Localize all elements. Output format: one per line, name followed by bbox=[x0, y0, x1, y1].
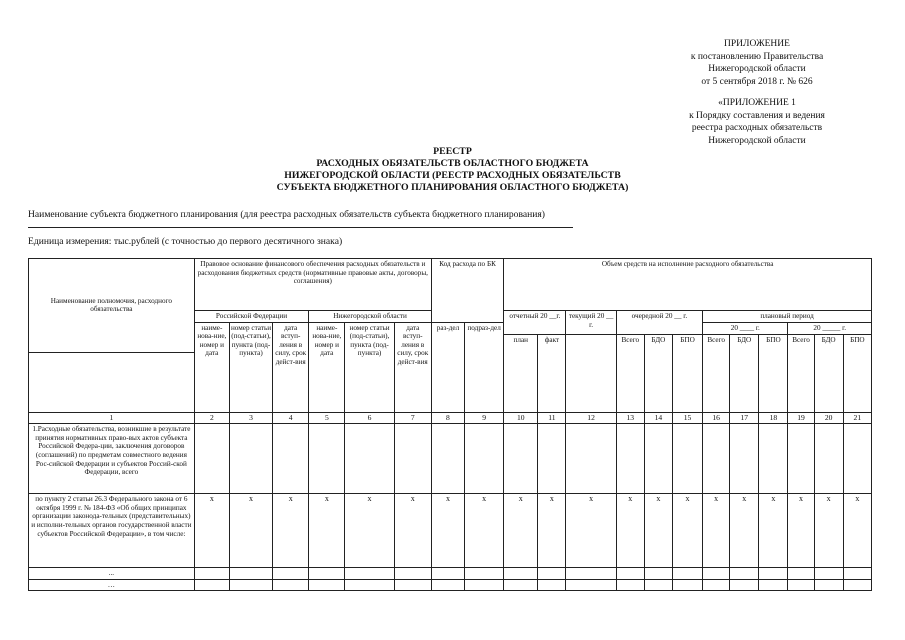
col-num: 1 bbox=[29, 412, 195, 424]
col-num: 13 bbox=[616, 412, 644, 424]
row-dots: … bbox=[29, 579, 195, 591]
next-bpo-header: БПО bbox=[672, 334, 702, 412]
p2-total-header: Всего bbox=[788, 334, 814, 412]
x-cell: х bbox=[703, 494, 730, 568]
title-line: РЕЕСТР bbox=[433, 146, 472, 157]
current-sub-header bbox=[566, 334, 616, 412]
name-header-spacer bbox=[29, 352, 195, 412]
appendix-line: Нижегородской области bbox=[708, 135, 806, 146]
x-cell: х bbox=[431, 494, 464, 568]
x-cell: х bbox=[814, 494, 843, 568]
col-num: 4 bbox=[273, 412, 309, 424]
rf-date-header: дата вступ-ления в силу, срок дейст-вия bbox=[273, 322, 309, 412]
row-dots: ... bbox=[29, 568, 195, 580]
col-num: 18 bbox=[759, 412, 788, 424]
x-cell: х bbox=[759, 494, 788, 568]
appendix-line: ПРИЛОЖЕНИЕ bbox=[724, 39, 790, 49]
table-cell bbox=[229, 424, 272, 494]
name-header: Наименование полномочия, расходного обязательства bbox=[29, 259, 195, 353]
table-cell bbox=[814, 424, 843, 494]
next-header: очередной 20 __ г. bbox=[616, 311, 702, 335]
title-line: СУБЪЕКТА БЮДЖЕТНОГО ПЛАНИРОВАНИЯ ОБЛАСТНОГО БЮДЖЕТА) bbox=[276, 182, 629, 193]
x-cell: х bbox=[538, 494, 566, 568]
table-cell bbox=[672, 424, 702, 494]
col-num: 17 bbox=[730, 412, 759, 424]
x-cell: х bbox=[788, 494, 814, 568]
x-cell: х bbox=[644, 494, 672, 568]
col-num: 14 bbox=[644, 412, 672, 424]
appendix-line: от 5 сентября 2018 г. № 626 bbox=[701, 76, 813, 87]
row-obligation-total: 1.Расходные обязательства, возникшие в результате принятия нормативных право-вых актов субъекта Российской Федера-ции, заключения договоров (соглашений) по предметам совместного ведения Рос-сийской Федерации и субъектов Россий-ской Федерации, всего bbox=[29, 424, 195, 494]
col-num: 7 bbox=[394, 412, 431, 424]
rf-naim-header: наиме-нова-ние, номер и дата bbox=[194, 322, 229, 412]
table-cell bbox=[843, 424, 871, 494]
x-cell: х bbox=[309, 494, 345, 568]
x-cell: х bbox=[273, 494, 309, 568]
table-cell bbox=[273, 424, 309, 494]
x-cell: х bbox=[465, 494, 504, 568]
table-cell bbox=[616, 424, 644, 494]
p1-bdo-header: БДО bbox=[730, 334, 759, 412]
next-bdo-header: БДО bbox=[644, 334, 672, 412]
table-cell bbox=[345, 424, 394, 494]
table-cell bbox=[644, 424, 672, 494]
plan-year2-header: 20 _____ г. bbox=[788, 322, 872, 334]
appendix-line: к Порядку составления и ведения bbox=[689, 110, 825, 121]
col-num: 9 bbox=[465, 412, 504, 424]
reporting-header: отчетный 20 __г. bbox=[504, 311, 566, 335]
fact-header: факт bbox=[538, 334, 566, 412]
table-cell bbox=[538, 424, 566, 494]
col-num: 6 bbox=[345, 412, 394, 424]
appendix-block bbox=[657, 38, 857, 147]
col-num: 12 bbox=[566, 412, 616, 424]
table-cell bbox=[759, 424, 788, 494]
appendix-line: Нижегородской области bbox=[708, 64, 806, 74]
table-cell bbox=[309, 424, 345, 494]
x-cell: х bbox=[194, 494, 229, 568]
x-cell: х bbox=[672, 494, 702, 568]
col-num: 15 bbox=[672, 412, 702, 424]
rf-header: Российской Федерации bbox=[194, 311, 309, 323]
rf-article-header: номер статьи (под-статьи), пункта (под-пункта) bbox=[229, 322, 272, 412]
x-cell: х bbox=[504, 494, 538, 568]
col-num: 21 bbox=[843, 412, 871, 424]
table-cell bbox=[394, 424, 431, 494]
col-num: 2 bbox=[194, 412, 229, 424]
x-cell: х bbox=[345, 494, 394, 568]
plan-year1-header: 20 ____ г. bbox=[703, 322, 788, 334]
unit-label: Единица измерения: тыс.рублей (с точностью до первого десятичного знака) bbox=[28, 236, 343, 247]
x-cell: х bbox=[843, 494, 871, 568]
col-num: 19 bbox=[788, 412, 814, 424]
x-cell: х bbox=[616, 494, 644, 568]
table-cell bbox=[431, 424, 464, 494]
appendix-line: реестра расходных обязательств bbox=[691, 123, 823, 133]
appendix-line: «ПРИЛОЖЕНИЕ 1 bbox=[718, 98, 796, 108]
table-cell bbox=[566, 424, 616, 494]
row-obligation-184fz: по пункту 2 статьи 26.3 Федерального закона от 6 октября 1999 г. № 184-ФЗ «Об общих принципах организации законода-тельных (представительных) и исполни-тельных органов государственной власти субъектов Российской Федерации», в том числе: bbox=[29, 494, 195, 568]
col-num: 5 bbox=[309, 412, 345, 424]
x-cell: х bbox=[566, 494, 616, 568]
legal-basis-header: Правовое основание финансового обеспечения расходных обязательств и расходования бюджетных средств (нормативные правовые акты, договоры, соглашения) bbox=[194, 259, 431, 311]
table-cell bbox=[703, 424, 730, 494]
table-cell bbox=[465, 424, 504, 494]
appendix-line: к постановлению Правительства bbox=[690, 51, 824, 62]
table-cell bbox=[788, 424, 814, 494]
title-line: РАСХОДНЫХ ОБЯЗАТЕЛЬСТВ ОБЛАСТНОГО БЮДЖЕТА bbox=[316, 158, 589, 169]
nn-date-header: дата вступ-ления в силу, срок дейст-вия bbox=[394, 322, 431, 412]
col-num: 20 bbox=[814, 412, 843, 424]
code-header: Код расхода по БК bbox=[431, 259, 503, 323]
col-num: 11 bbox=[538, 412, 566, 424]
table-cell bbox=[194, 424, 229, 494]
x-cell: х bbox=[730, 494, 759, 568]
nn-naim-header: наиме-нова-ние, номер и дата bbox=[309, 322, 345, 412]
p1-bpo-header: БПО bbox=[759, 334, 788, 412]
plan-header: план bbox=[504, 334, 538, 412]
x-cell: х bbox=[229, 494, 272, 568]
col-num: 10 bbox=[504, 412, 538, 424]
document-title bbox=[0, 146, 905, 194]
nn-header: Нижегородской области bbox=[309, 311, 432, 323]
nn-article-header: номер статьи (под-статьи), пункта (под-пункта) bbox=[345, 322, 394, 412]
col-num: 3 bbox=[229, 412, 272, 424]
table-cell bbox=[504, 424, 538, 494]
col-num: 8 bbox=[431, 412, 464, 424]
col-num: 16 bbox=[703, 412, 730, 424]
p2-bdo-header: БДО bbox=[814, 334, 843, 412]
subject-label: Наименование субъекта бюджетного планирования (для реестра расходных обязательств субъекта бюджетного планирования) bbox=[28, 209, 573, 228]
title-line: НИЖЕГОРОДСКОЙ ОБЛАСТИ (РЕЕСТР РАСХОДНЫХ ОБЯЗАТЕЛЬСТВ bbox=[284, 170, 621, 181]
volume-header: Объем средств на исполнение расходного обязательства bbox=[504, 259, 872, 311]
podrazdel-header: подраз-дел bbox=[465, 322, 504, 412]
p1-total-header: Всего bbox=[703, 334, 730, 412]
current-header: текущий 20 __ г. bbox=[566, 311, 616, 335]
table-cell bbox=[730, 424, 759, 494]
next-total-header: Всего bbox=[616, 334, 644, 412]
p2-bpo-header: БПО bbox=[843, 334, 871, 412]
razdel-header: раз-дел bbox=[431, 322, 464, 412]
x-cell: х bbox=[394, 494, 431, 568]
planning-header: плановый период bbox=[703, 311, 872, 323]
register-table bbox=[28, 258, 872, 591]
